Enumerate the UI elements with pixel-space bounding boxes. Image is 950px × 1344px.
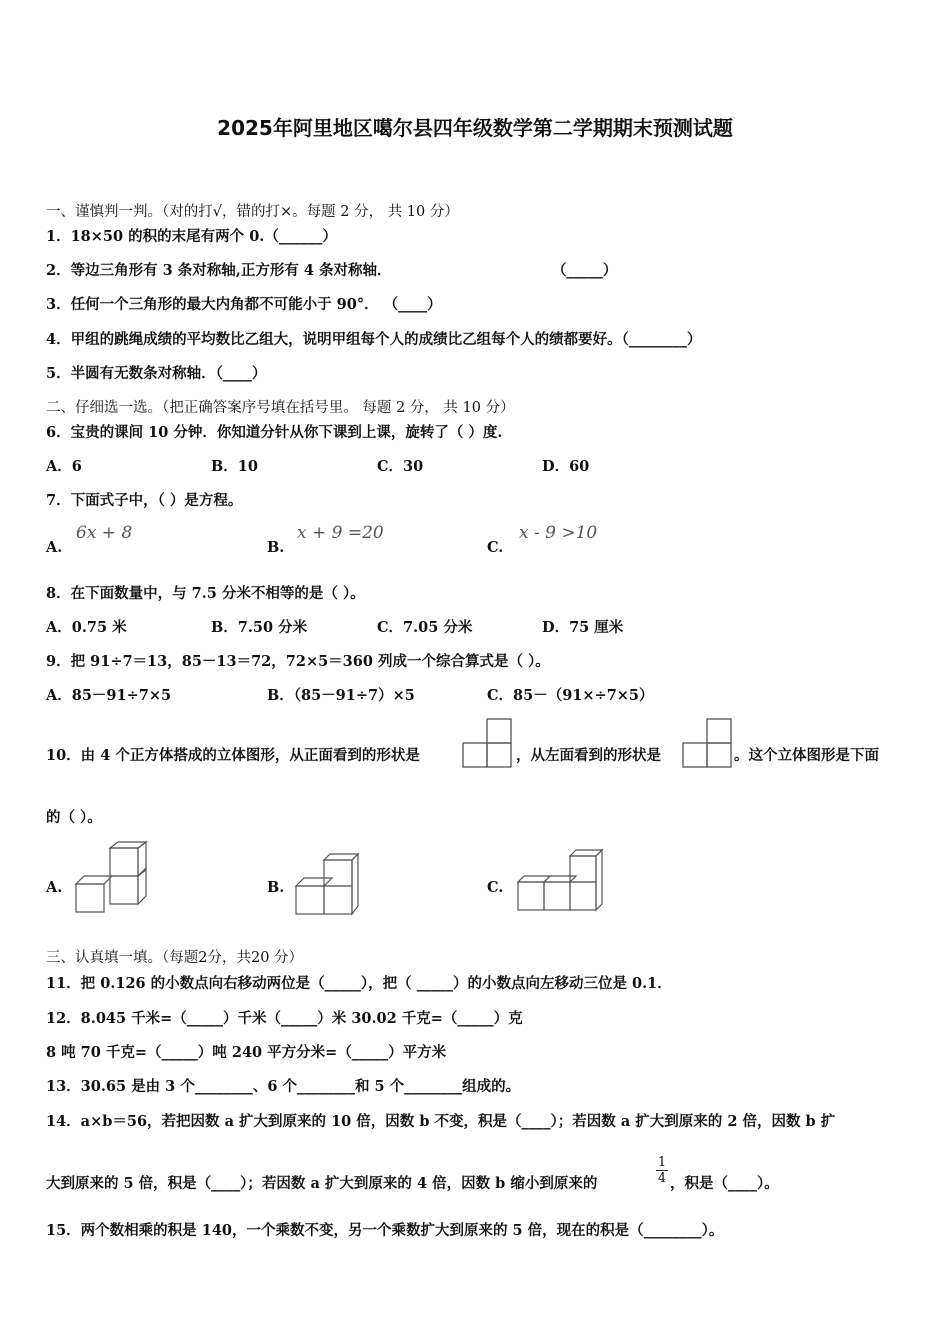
- q8-option-d: D．75 厘米: [542, 619, 624, 636]
- fraction-denominator: 4: [657, 1171, 667, 1186]
- fraction-one-quarter: [656, 1156, 668, 1185]
- question-14-line2-end: ，积是（____）。: [670, 1175, 779, 1192]
- q8-option-b: B．7.50 分米: [211, 619, 308, 636]
- question-10-part3: 。这个立体图形是下面: [734, 747, 879, 764]
- q8-option-c: C．7.05 分米: [377, 619, 473, 636]
- q7-label-b: B.: [267, 539, 285, 556]
- question-5: 5．半圆有无数条对称轴．（____）: [46, 365, 267, 382]
- q9-option-a: A．85－91÷7×5: [46, 687, 172, 704]
- q9-option-b: B．（85－91÷7）×5: [267, 687, 415, 704]
- question-11: 11．把 0.126 的小数点向右移动两位是（_____），把（ _____）的小数点向左移动三位是 0.1．: [46, 975, 672, 992]
- question-10-part2: ，从左面看到的形状是: [516, 747, 661, 764]
- q6-option-a: A．6: [46, 458, 82, 475]
- fraction-numerator: 1: [657, 1155, 667, 1170]
- q10-label-a: A.: [46, 879, 63, 896]
- section-2-heading: 二、仔细选一选。（把正确答案序号填在括号里。 每题 2 分， 共 10 分）: [46, 400, 515, 416]
- q7-expression-c: x - 9 >10: [519, 523, 598, 543]
- q6-option-b: B．10: [211, 458, 258, 475]
- section-1-heading: 一、谨慎判一判。（对的打√，错的打×。每题 2 分， 共 10 分）: [46, 204, 459, 220]
- question-12-line1: 12．8.045 千米=（_____）千米（_____）米 30.02 千克=（_____）克: [46, 1010, 523, 1027]
- question-15: 15．两个数相乘的积是 140，一个乘数不变，另一个乘数扩大到原来的 5 倍，现在的积是（________）。: [46, 1222, 724, 1239]
- page-title: 2025年阿里地区噶尔县四年级数学第二学期期末预测试题: [217, 116, 733, 140]
- q9-option-c: C．85－（91×÷7×5）: [487, 687, 654, 704]
- section-3-heading: 三、认真填一填。（每题2分，共20 分）: [46, 950, 304, 966]
- question-6: 6．宝贵的课间 10 分钟．你知道分针从你下课到上课，旋转了（ ）度.: [46, 424, 503, 441]
- question-3: 3．任何一个三角形的最大内角都不可能小于 90°． （____）: [46, 296, 442, 313]
- q6-option-c: C．30: [377, 458, 424, 475]
- q7-expression-a: 6x + 8: [76, 523, 133, 543]
- question-4: 4．甲组的跳绳成绩的平均数比乙组大，说明甲组每个人的成绩比乙组每个人的绩都要好。（________）: [46, 331, 702, 348]
- q10-label-b: B.: [267, 879, 285, 896]
- question-2-blank: （_____）: [552, 262, 618, 279]
- question-14-line2: 大到原来的 5 倍，积是（____）；若因数 a 扩大到原来的 4 倍，因数 b 缩小到原来的: [46, 1175, 598, 1192]
- q10-option-b-cubes-icon: [294, 850, 360, 916]
- question-1: 1．18×50 的积的末尾有两个 0.（______）: [46, 228, 337, 245]
- question-13: 13．30.65 是由 3 个________、6 个________和 5 个________组成的。: [46, 1078, 521, 1095]
- q10-option-c-cubes-icon: [516, 848, 608, 914]
- q6-option-d: D．60: [542, 458, 590, 475]
- question-14-line1: 14．a×b＝56，若把因数 a 扩大到原来的 10 倍，因数 b 不变，积是（____）；若因数 a 扩大到原来的 2 倍，因数 b 扩: [46, 1113, 836, 1130]
- q7-label-a: A.: [46, 539, 63, 556]
- left-view-icon: [682, 717, 734, 769]
- question-10-part4: 的（ ）。: [46, 809, 102, 826]
- question-9: 9．把 91÷7＝13，85－13＝72，72×5＝360 列成一个综合算式是（ ）。: [46, 653, 550, 670]
- question-8: 8．在下面数量中，与 7.5 分米不相等的是（ ）。: [46, 585, 365, 602]
- question-10-part1: 10．由 4 个正方体搭成的立体图形，从正面看到的形状是: [46, 747, 420, 764]
- q8-option-a: A．0.75 米: [46, 619, 127, 636]
- q7-expression-b: x + 9 =20: [297, 523, 384, 543]
- question-2: 2．等边三角形有 3 条对称轴,正方形有 4 条对称轴．: [46, 262, 392, 279]
- q7-label-c: C.: [487, 539, 504, 556]
- q10-option-a-cubes-icon: [74, 840, 150, 916]
- q10-label-c: C.: [487, 879, 504, 896]
- question-12-line2: 8 吨 70 千克=（_____）吨 240 平方分米=（_____）平方米: [46, 1044, 447, 1061]
- front-view-icon: [462, 717, 514, 769]
- question-7: 7．下面式子中，（ ）是方程。: [46, 492, 243, 509]
